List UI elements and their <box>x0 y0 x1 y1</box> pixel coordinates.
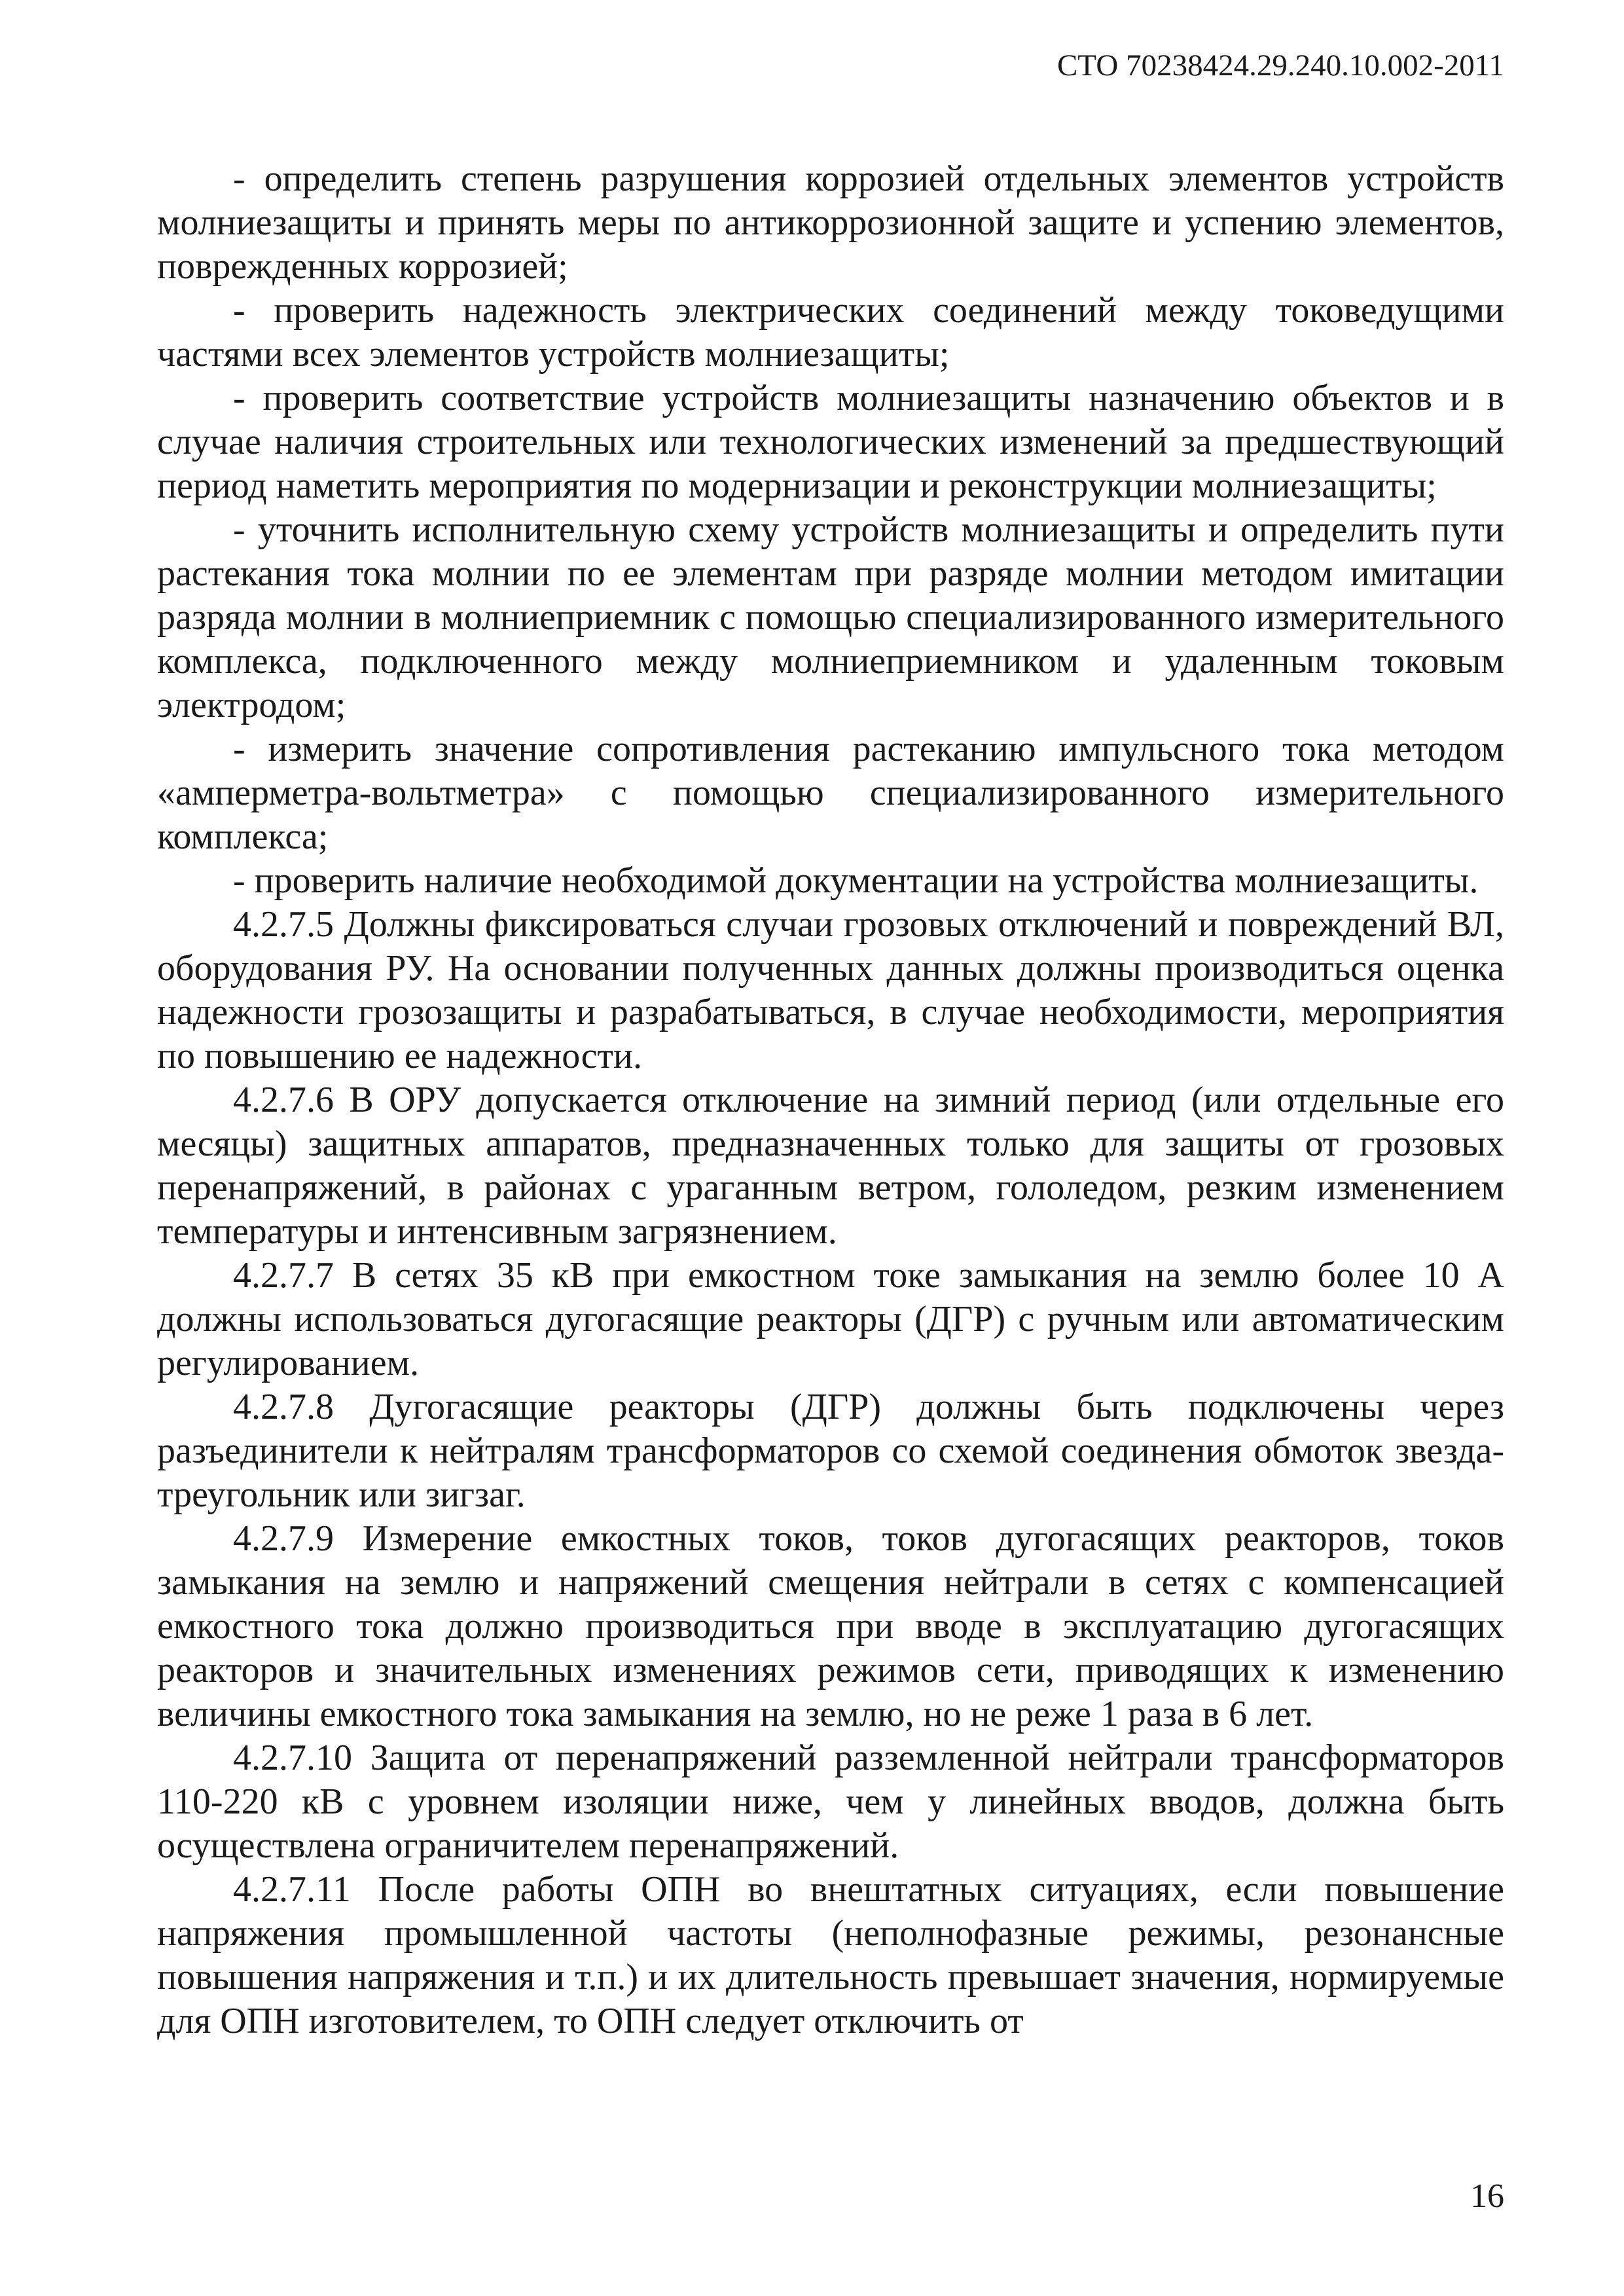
clause-4-2-7-5: 4.2.7.5 Должны фиксироваться случаи грозовых отключений и повреждений ВЛ, оборудования РУ. На основании полученных данных должны производиться оценка надежности грозозащиты и разрабатываться, в случае необходимости, мероприятия по повышению ее надежности. <box>157 904 1504 1076</box>
list-item-compliance: - проверить соответствие устройств молниезащиты назначению объектов и в случае наличия строительных или технологических изменений за предшествующий период наметить мероприятия по модернизации и реконструкции молниезащиты; <box>157 378 1504 506</box>
list-item-resistance: - измерить значение сопротивления растеканию импульсного тока методом «амперметра-вольтметра» с помощью специализированного измерительного комплекса; <box>157 729 1504 857</box>
clause-4-2-7-10: 4.2.7.10 Защита от перенапряжений разземленной нейтрали трансформаторов 110-220 кВ с уровнем изоляции ниже, чем у линейных вводов, должна быть осуществлена ограничителем перенапряжений. <box>157 1738 1504 1866</box>
document-body <box>157 157 1504 2043</box>
list-item-connections: - проверить надежность электрических соединений между токоведущими частями всех элементов устройств молниезащиты; <box>157 290 1504 374</box>
clause-4-2-7-7: 4.2.7.7 В сетях 35 кВ при емкостном токе замыкания на землю более 10 А должны использоваться дугогасящие реакторы (ДГР) с ручным или автоматическим регулированием. <box>157 1255 1504 1383</box>
clause-4-2-7-6: 4.2.7.6 В ОРУ допускается отключение на зимний период (или отдельные его месяцы) защитных аппаратов, предназначенных только для защиты от грозовых перенапряжений, в районах с ураганным ветром, гололедом, резким изменением температуры и интенсивным загрязнением. <box>157 1080 1504 1252</box>
list-item-corrosion: - определить степень разрушения коррозией отдельных элементов устройств молниезащиты и принять меры по антикоррозионной защите и успению элементов, поврежденных коррозией; <box>157 158 1504 287</box>
document-code-header: СТО 70238424.29.240.10.002-2011 <box>1056 48 1504 82</box>
list-item-current-paths: - уточнить исполнительную схему устройств молниезащиты и определить пути растекания тока молнии по ее элементам при разряде молнии методом имитации разряда молнии в молниеприемник с помощью специализированного измерительного комплекса, подключенного между молниеприемником и удаленным токовым электродом; <box>157 509 1504 725</box>
clause-4-2-7-9: 4.2.7.9 Измерение емкостных токов, токов дугогасящих реакторов, токов замыкания на землю и напряжений смещения нейтрали в сетях с компенсацией емкостного тока должно производиться при вводе в эксплуатацию дугогасящих реакторов и значительных изменениях режимов сети, приводящих к изменению величины емкостного тока замыкания на землю, но не реже 1 раза в 6 лет. <box>157 1518 1504 1734</box>
clause-4-2-7-8: 4.2.7.8 Дугогасящие реакторы (ДГР) должны быть подключены через разъединители к нейтралям трансформаторов со схемой соединения обмоток звезда-треугольник или зигзаг. <box>157 1387 1504 1515</box>
clause-4-2-7-11: 4.2.7.11 После работы ОПН во внештатных ситуациях, если повышение напряжения промышленной частоты (неполнофазные режимы, резонансные повышения напряжения и т.п.) и их длительность превышает значения, нормируемые для ОПН изготовителем, то ОПН следует отключить от <box>157 1869 1504 2041</box>
page-number: 16 <box>1470 2178 1504 2215</box>
list-item-documentation: - проверить наличие необходимой документации на устройства молниезащиты. <box>233 860 1479 901</box>
